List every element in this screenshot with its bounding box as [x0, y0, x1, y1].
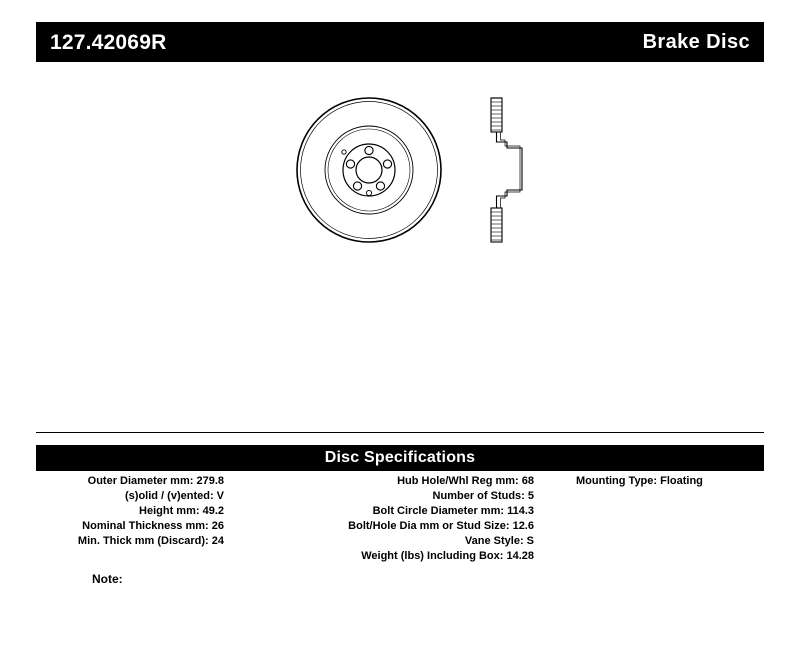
- spec-row: Hub Hole/Whl Reg mm: 68: [397, 475, 534, 487]
- spec-row: Height mm: 49.2: [139, 505, 224, 517]
- spec-row: Vane Style: S: [464, 535, 534, 547]
- spec-row: Bolt/Hole Dia mm or Stud Size: 12.6: [348, 520, 534, 532]
- spec-column-2: [228, 474, 538, 564]
- spec-row: Number of Studs: 5: [432, 490, 534, 502]
- brake-rotor-drawing: [291, 90, 551, 310]
- spec-row: Nominal Thickness mm: 26: [82, 520, 224, 532]
- spec-row: (s)olid / (v)ented: V: [125, 490, 224, 502]
- spec-row: Bolt Circle Diameter mm: 114.3: [372, 505, 534, 517]
- spec-row: Mounting Type: Floating: [576, 475, 703, 487]
- spec-section-title: Disc Specifications: [36, 445, 764, 471]
- brake-rotor-face-view: [297, 98, 441, 242]
- header-bar: [36, 22, 764, 62]
- part-number: 127.42069R: [50, 30, 167, 54]
- divider: [36, 432, 764, 433]
- spec-column-1: [36, 474, 228, 549]
- note-label: Note:: [92, 572, 123, 586]
- brake-rotor-cross-section: [491, 98, 522, 242]
- spec-row: Min. Thick mm (Discard): 24: [77, 535, 224, 547]
- page-title: Brake Disc: [642, 31, 750, 53]
- spec-row: Outer Diameter mm: 279.8: [87, 475, 224, 487]
- spec-row: Weight (lbs) Including Box: 14.28: [361, 550, 534, 562]
- drawing-area: [36, 70, 764, 430]
- spec-column-3: [538, 474, 764, 489]
- spec-table: [36, 474, 764, 564]
